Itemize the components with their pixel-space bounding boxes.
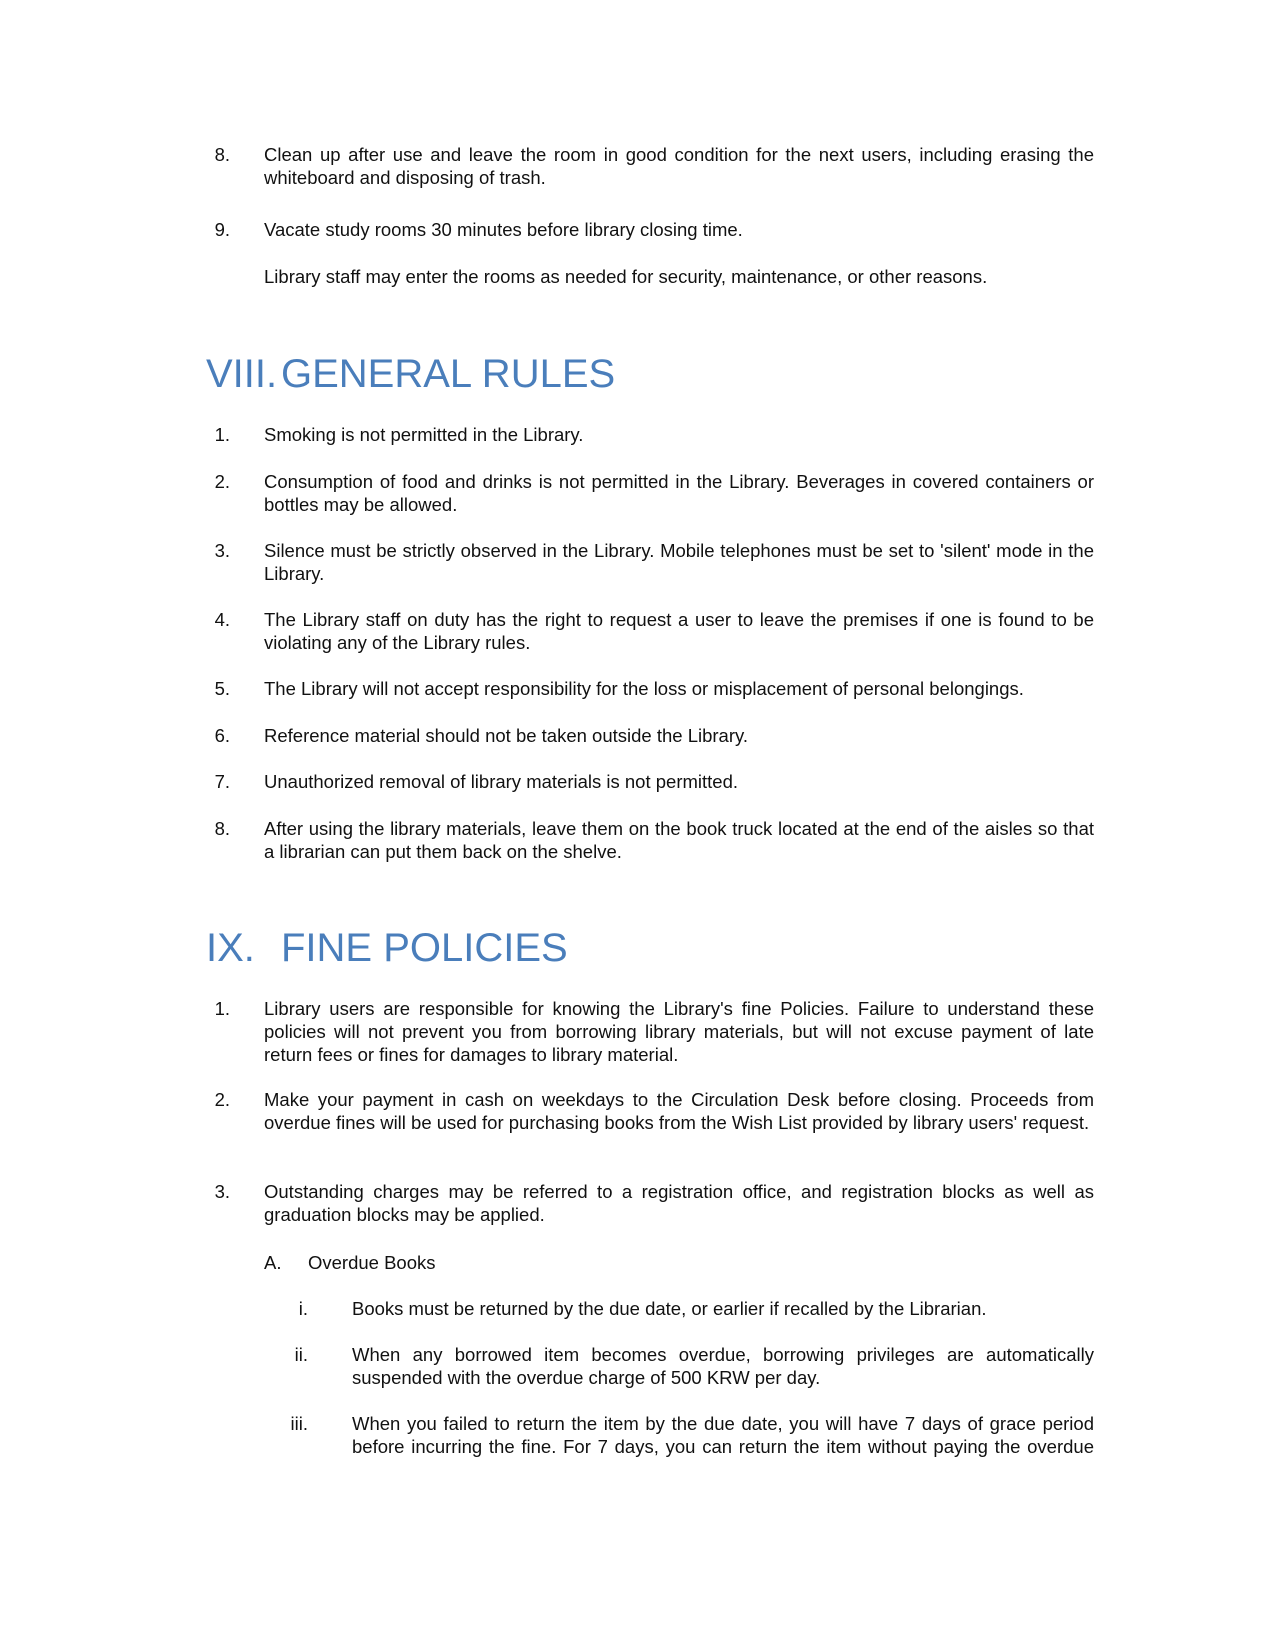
list-item: [0, 470, 1275, 518]
list-item: [0, 423, 1275, 447]
list-item: [0, 677, 1275, 701]
list-item-number: 5.: [214, 678, 230, 699]
list-item: [0, 770, 1275, 794]
subsection-heading: [0, 1251, 1275, 1275]
list-item-number: 1.: [214, 998, 230, 1019]
list-item-text: Make your payment in cash on weekdays to the Circulation Desk before closing. Proceeds from overdue fines will be used for purchasing books from the Wish List provided by library users' request.: [264, 1089, 1094, 1133]
list-item-text: Unauthorized removal of library materials is not permitted.: [264, 771, 738, 792]
section-title: GENERAL RULES: [281, 352, 616, 396]
sub-list-item-text: When you failed to return the item by the due date, you will have 7 days of grace period before incurring the fine. For 7 days, you can return the item without paying the overdue: [352, 1413, 1094, 1457]
section-heading-ix: [206, 925, 906, 971]
sub-list-item-number: iii.: [290, 1413, 308, 1434]
list-item-number: 2.: [214, 471, 230, 492]
list-item: [0, 1088, 1275, 1158]
section-heading-viii: [206, 351, 906, 397]
list-note: [0, 265, 1275, 289]
list-item-text: The Library staff on duty has the right to request a user to leave the premises if one is found to be violating any of the Library rules.: [264, 609, 1094, 653]
subsection-number: A.: [264, 1252, 282, 1273]
list-item-number: 9.: [214, 219, 230, 240]
list-item-text: Consumption of food and drinks is not permitted in the Library. Beverages in covered containers or bottles may be allowed.: [264, 471, 1094, 515]
list-item: [0, 539, 1275, 587]
list-item-number: 4.: [214, 609, 230, 630]
list-item-text: Smoking is not permitted in the Library.: [264, 424, 584, 445]
section-number: VIII.: [206, 352, 278, 396]
section-number: IX.: [206, 926, 255, 970]
list-item-text: Library users are responsible for knowing the Library's fine Policies. Failure to understand these policies will not prevent you from borrowing library materials, but will not excuse payment of late return fees or fines for damages to library material.: [264, 998, 1094, 1065]
section-title: FINE POLICIES: [281, 926, 568, 970]
list-item-text: Silence must be strictly observed in the Library. Mobile telephones must be set to 'silent' mode in the Library.: [264, 540, 1094, 584]
sub-list-item-number: ii.: [294, 1344, 308, 1365]
list-item: [0, 997, 1275, 1067]
subsection-title: Overdue Books: [308, 1252, 436, 1273]
list-item-text: The Library will not accept responsibility for the loss or misplacement of personal belongings.: [264, 678, 1024, 699]
list-item: [0, 724, 1275, 748]
list-item-number: 3.: [214, 540, 230, 561]
list-item-number: 1.: [214, 424, 230, 445]
list-item-text: Outstanding charges may be referred to a registration office, and registration blocks as well as graduation blocks may be applied.: [264, 1181, 1094, 1225]
sub-list-item-text: Books must be returned by the due date, or earlier if recalled by the Librarian.: [352, 1298, 987, 1319]
list-item: [0, 1180, 1275, 1228]
list-item: [0, 608, 1275, 656]
sub-list-item-number: i.: [298, 1298, 308, 1319]
list-item: [0, 143, 1275, 191]
sub-list-item-text: When any borrowed item becomes overdue, borrowing privileges are automatically suspended with the overdue charge of 500 KRW per day.: [352, 1344, 1094, 1388]
list-item: [0, 218, 1275, 242]
list-item-number: 3.: [214, 1181, 230, 1202]
list-item-number: 8.: [214, 818, 230, 839]
list-item: [0, 817, 1275, 865]
list-item-text: After using the library materials, leave them on the book truck located at the end of the aisles so that a librarian can put them back on the shelve.: [264, 818, 1094, 862]
list-item-number: 2.: [214, 1089, 230, 1110]
list-note-text: Library staff may enter the rooms as needed for security, maintenance, or other reasons.: [264, 266, 988, 287]
list-item-text: Reference material should not be taken outside the Library.: [264, 725, 749, 746]
sub-list-item: [0, 1297, 1275, 1321]
list-item-text: Vacate study rooms 30 minutes before library closing time.: [264, 219, 743, 240]
sub-list-item: [0, 1412, 1275, 1460]
list-item-number: 6.: [214, 725, 230, 746]
list-item-number: 7.: [214, 771, 230, 792]
sub-list-item: [0, 1343, 1275, 1391]
list-item-text: Clean up after use and leave the room in good condition for the next users, including erasing the whiteboard and disposing of trash.: [264, 144, 1094, 188]
list-item-number: 8.: [214, 144, 230, 165]
